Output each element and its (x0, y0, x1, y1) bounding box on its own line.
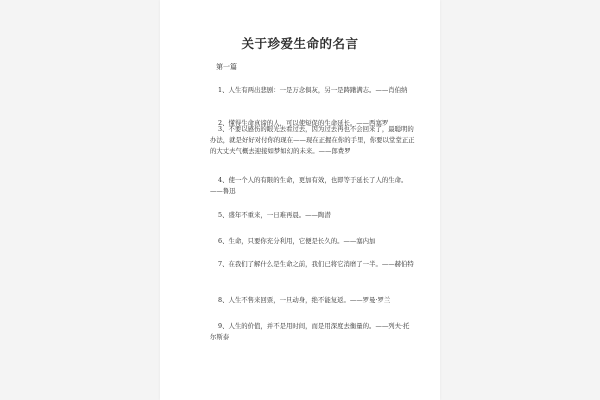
quote-item: 2、懂得生命真谛的人，可以使短促的生命延长。——西塞罗 (218, 119, 389, 127)
quote-item: 5、盛年不重来，一日难再晨。——陶潜 (218, 211, 331, 219)
quote-item: 1、人生有两出悲剧：一是万念俱灰，另一是踌躇满志。——肖伯纳 (218, 86, 408, 94)
document-page (160, 0, 440, 400)
document-title: 关于珍爱生命的名言 (241, 36, 359, 51)
quote-item: 8、人生不售来回票，一旦动身，绝不能复返。——罗曼·罗兰 (218, 296, 391, 304)
quote-item: 7、在我们了解什么是生命之前，我们已将它消磨了一半。——赫伯特 (218, 260, 414, 268)
quote-item: 3、不要以感伤的眼光去看过去，因为过去再也不会回来了，最聪明的办法，就是好好对付你的现在——现在正握在你的手里，你要以堂堂正正的大丈夫气概去迎接如梦如幻的未来。——郎费罗 (210, 125, 415, 155)
quote-item: 9、人生的价值，并不是用时间，而是用深度去衡量的。——列夫·托尔斯泰 (210, 322, 410, 341)
section-heading: 第一篇 (216, 63, 237, 71)
quote-item: 4、使一个人的有限的生命，更加有效，也即等于延长了人的生命。——鲁迅 (210, 176, 408, 195)
quote-item: 6、生命，只要你充分利用，它便是长久的。——塞内加 (218, 237, 376, 245)
